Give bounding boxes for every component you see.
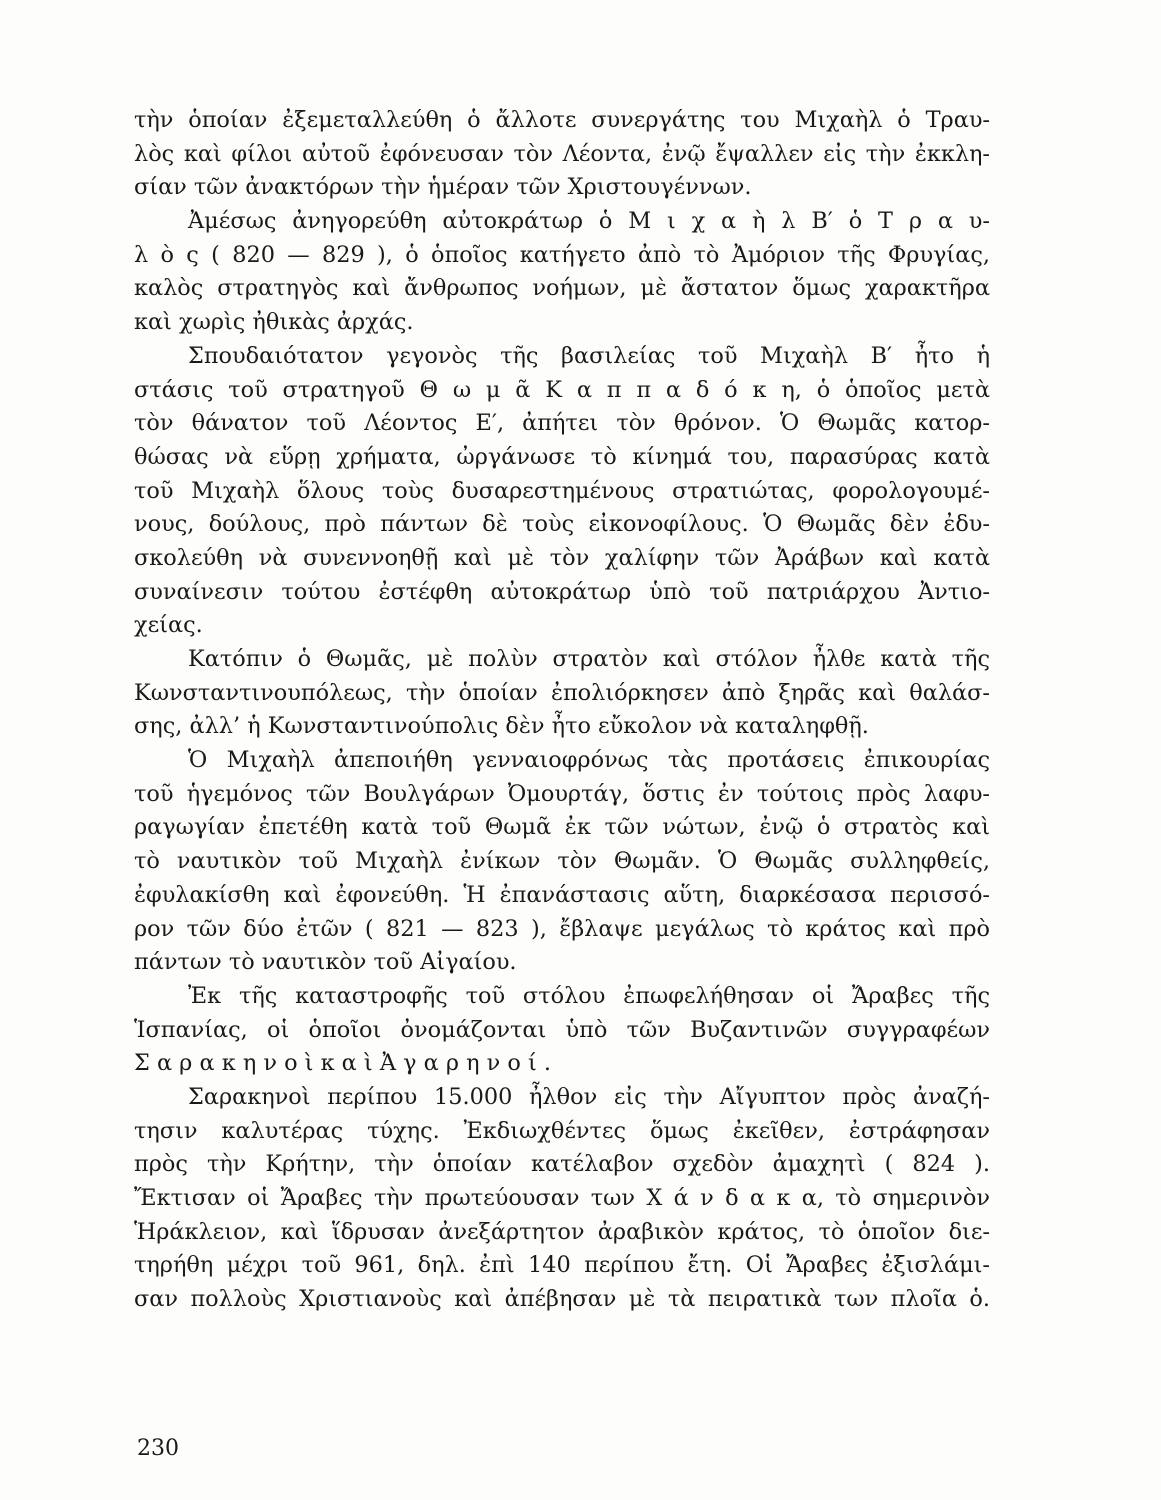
text-line: καὶ χωρὶς ἠθικὰς ἀρχάς. bbox=[134, 309, 414, 336]
body-text bbox=[134, 104, 990, 1317]
text-line: πάντων τὸ ναυτικὸν τοῦ Αἰγαίου. bbox=[134, 949, 517, 976]
text-line: Κωνσταντινουπόλεως, τὴν ὁποίαν ἐπολιόρκησεν ἀπὸ ξηρᾶς καὶ θαλάσ- bbox=[134, 679, 990, 706]
text-line: Σπουδαιότατον γεγονὸς τῆς βασιλείας τοῦ Μιχαὴλ Β′ ἦτο ἡ bbox=[188, 342, 990, 369]
text-line: Ἐκ τῆς καταστροφῆς τοῦ στόλου ἐπωφελήθησαν οἱ Ἄραβες τῆς bbox=[188, 982, 990, 1009]
text-line: τὴν ὁποίαν ἐξεμεταλλεύθη ὁ ἄλλοτε συνεργάτης του Μιχαὴλ ὁ Τραυ- bbox=[134, 107, 990, 133]
text-line: ρον τῶν δύο ἐτῶν ( 821 — 823 ), ἔβλαψε μεγάλως τὸ κράτος καὶ πρὸ bbox=[134, 915, 990, 942]
text-line: σκολεύθη νὰ συνεννοηθῇ καὶ μὲ τὸν χαλίφην τῶν Ἀράβων καὶ κατὰ bbox=[134, 544, 990, 571]
text-line: λ ὸ ς ( 820 — 829 ), ὁ ὁποῖος κατήγετο ἀπὸ τὸ Ἀμόριον τῆς Φρυγίας, bbox=[134, 241, 990, 268]
text-line: στάσις τοῦ στρατηγοῦ Θ ω μ ᾶ Κ α π π α δ ό κ η, ὁ ὁποῖος μετὰ bbox=[134, 376, 990, 403]
text-line: Ἔκτισαν οἱ Ἄραβες τὴν πρωτεύουσαν των Χ ά ν δ α κ α, τὸ σημερινὸν bbox=[134, 1185, 990, 1211]
text-line: Ἀμέσως ἀνηγορεύθη αὐτοκράτωρ ὁ Μ ι χ α ὴ λ Β′ ὁ Τ ρ α υ- bbox=[188, 208, 990, 235]
text-line: τηρήθη μέχρι τοῦ 961, δηλ. ἐπὶ 140 περίπου ἔτη. Οἱ Ἄραβες ἐξισλάμι- bbox=[134, 1252, 990, 1279]
text-line: νους, δούλους, πρὸ πάντων δὲ τοὺς εἰκονοφίλους. Ὁ Θωμᾶς δὲν ἐδυ- bbox=[134, 511, 990, 538]
text-line: τοῦ Μιχαὴλ ὅλους τοὺς δυσαρεστημένους στρατιώτας, φορολογουμέ- bbox=[134, 477, 990, 504]
text-line: τὸν θάνατον τοῦ Λέοντος Ε′, ἀπήτει τὸν θρόνον. Ὁ Θωμᾶς κατορ- bbox=[134, 410, 990, 437]
text-line: Σ α ρ α κ η ν ο ὶ κ α ὶ Ἀ γ α ρ η ν ο ί . bbox=[134, 1050, 551, 1077]
text-line: θώσας νὰ εὕρῃ χρήματα, ὠργάνωσε τὸ κίνημά του, παρασύρας κατὰ bbox=[134, 443, 990, 470]
text-line: σίαν τῶν ἀνακτόρων τὴν ἡμέραν τῶν Χριστουγέννων. bbox=[134, 174, 752, 201]
text-line: σαν πολλοὺς Χριστιανοὺς καὶ ἀπέβησαν μὲ τὰ πειρατικὰ των πλοῖα ὁ. bbox=[134, 1286, 990, 1313]
text-line: Σαρακηνοὶ περίπου 15.000 ἦλθον εἰς τὴν Αἴγυπτον πρὸς ἀναζή- bbox=[188, 1083, 990, 1110]
text-line: Ἱσπανίας, οἱ ὁποῖοι ὀνομάζονται ὑπὸ τῶν Βυζαντινῶν συγγραφέων bbox=[134, 1016, 990, 1043]
text-line: πρὸς τὴν Κρήτην, τὴν ὁποίαν κατέλαβον σχεδὸν ἀμαχητὶ ( 824 ). bbox=[134, 1151, 990, 1178]
text-line: τὸ ναυτικὸν τοῦ Μιχαὴλ ἐνίκων τὸν Θωμᾶν. Ὁ Θωμᾶς συλληφθείς, bbox=[134, 848, 990, 875]
text-line: τοῦ ἡγεμόνος τῶν Βουλγάρων Ὀμουρτάγ, ὅστις ἐν τούτοις πρὸς λαφυ- bbox=[134, 780, 990, 807]
text-line: ἐφυλακίσθη καὶ ἐφονεύθη. Ἡ ἐπανάστασις αὕτη, διαρκέσασα περισσό- bbox=[134, 881, 990, 908]
text-line: σης, ἀλλ’ ἡ Κωνσταντινούπολις δὲν ἦτο εὔκολον νὰ καταληφθῇ. bbox=[134, 713, 869, 740]
text-line: λὸς καὶ φίλοι αὐτοῦ ἐφόνευσαν τὸν Λέοντα, ἐνῷ ἔψαλλεν εἰς τὴν ἐκκλη- bbox=[134, 140, 990, 167]
text-line: Ἡράκλειον, καὶ ἵδρυσαν ἀνεξάρτητον ἀραβικὸν κράτος, τὸ ὁποῖον διε- bbox=[134, 1218, 990, 1245]
text-line: χείας. bbox=[134, 612, 203, 639]
text-line: ραγωγίαν ἐπετέθη κατὰ τοῦ Θωμᾶ ἐκ τῶν νώτων, ἐνῷ ὁ στρατὸς καὶ bbox=[134, 814, 990, 841]
page-number: 230 bbox=[137, 1436, 179, 1461]
text-line: Κατόπιν ὁ Θωμᾶς, μὲ πολὺν στρατὸν καὶ στόλον ἦλθε κατὰ τῆς bbox=[188, 646, 990, 672]
text-line: Ὁ Μιχαὴλ ἀπεποιήθη γενναιοφρόνως τὰς προτάσεις ἐπικουρίας bbox=[188, 747, 990, 774]
text-line: τησιν καλυτέρας τύχης. Ἐκδιωχθέντες ὅμως ἐκεῖθεν, ἐστράφησαν bbox=[134, 1117, 990, 1144]
text-line: καλὸς στρατηγὸς καὶ ἄνθρωπος νοήμων, μὲ ἄστατον ὅμως χαρακτῆρα bbox=[134, 275, 990, 302]
text-line: συναίνεσιν τούτου ἐστέφθη αὐτοκράτωρ ὑπὸ τοῦ πατριάρχου Ἀντιο- bbox=[134, 578, 990, 605]
